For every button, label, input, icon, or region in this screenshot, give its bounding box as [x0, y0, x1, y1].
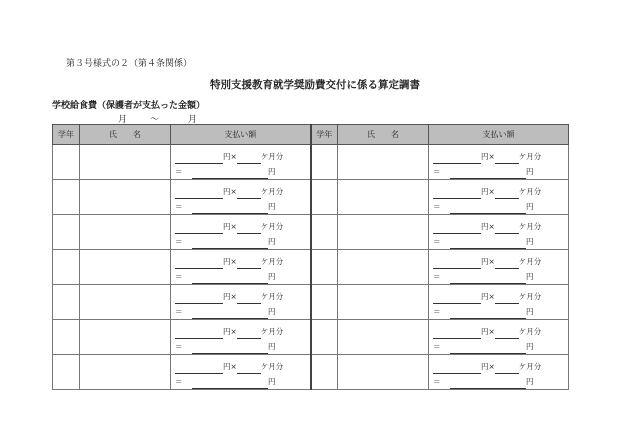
yen-label: 円 — [526, 342, 534, 351]
payment-cell — [429, 215, 569, 250]
months-label: ケ月分 — [260, 222, 284, 231]
yen-times-label: 円× — [223, 292, 237, 301]
period-start-month: 月 — [118, 115, 128, 125]
payment-formula — [171, 285, 310, 319]
unit-price-blank[interactable] — [175, 153, 223, 164]
yen-times-label: 円× — [481, 327, 495, 336]
unit-price-blank[interactable] — [175, 258, 223, 269]
months-label: ケ月分 — [260, 327, 284, 336]
equals-label: ＝ — [175, 377, 183, 386]
total-blank[interactable] — [192, 273, 268, 284]
payment-formula — [429, 285, 568, 319]
grade-cell[interactable] — [53, 320, 80, 355]
unit-price-blank[interactable] — [433, 363, 481, 374]
payment-formula — [171, 250, 310, 284]
total-blank[interactable] — [450, 168, 526, 179]
unit-price-blank[interactable] — [433, 293, 481, 304]
months-label: ケ月分 — [518, 327, 542, 336]
equals-label: ＝ — [433, 237, 441, 246]
col-header-name: 氏 名 — [80, 125, 171, 145]
yen-times-label: 円× — [481, 292, 495, 301]
name-cell[interactable] — [80, 285, 171, 320]
payment-formula — [429, 215, 568, 249]
yen-label: 円 — [268, 237, 276, 246]
table-row — [53, 250, 569, 285]
yen-label: 円 — [526, 377, 534, 386]
yen-times-label: 円× — [481, 362, 495, 371]
name-cell[interactable] — [338, 320, 429, 355]
payment-formula — [429, 250, 568, 284]
unit-price-blank[interactable] — [175, 293, 223, 304]
payment-cell — [429, 250, 569, 285]
months-blank[interactable] — [237, 223, 261, 234]
table-row — [53, 215, 569, 250]
unit-price-blank[interactable] — [433, 258, 481, 269]
months-blank[interactable] — [495, 293, 519, 304]
name-cell[interactable] — [338, 250, 429, 285]
name-cell[interactable] — [338, 145, 429, 180]
payment-formula — [429, 180, 568, 214]
form-number: 第３号様式の２（第４条関係） — [66, 59, 193, 69]
name-cell[interactable] — [80, 320, 171, 355]
grade-cell[interactable] — [311, 320, 338, 355]
grade-cell[interactable] — [311, 215, 338, 250]
payment-formula — [171, 145, 310, 179]
yen-label: 円 — [526, 237, 534, 246]
months-label: ケ月分 — [260, 257, 284, 266]
payment-formula — [171, 215, 310, 249]
yen-times-label: 円× — [481, 187, 495, 196]
unit-price-blank[interactable] — [433, 223, 481, 234]
col-header-grade: 学年 — [311, 125, 338, 145]
table-row — [53, 355, 569, 390]
name-cell[interactable] — [80, 145, 171, 180]
equals-label: ＝ — [433, 307, 441, 316]
equals-label: ＝ — [433, 377, 441, 386]
document-title: 特別支援教育就学奨励費交付に係る算定調書 — [210, 79, 420, 91]
period-end-month: 月 — [188, 115, 198, 125]
months-label: ケ月分 — [260, 362, 284, 371]
equals-label: ＝ — [175, 307, 183, 316]
months-label: ケ月分 — [518, 222, 542, 231]
payment-cell — [429, 285, 569, 320]
payment-formula — [429, 145, 568, 179]
name-cell[interactable] — [338, 355, 429, 390]
yen-times-label: 円× — [223, 327, 237, 336]
equals-label: ＝ — [433, 202, 441, 211]
name-cell[interactable] — [338, 180, 429, 215]
months-blank[interactable] — [495, 223, 519, 234]
months-label: ケ月分 — [260, 187, 284, 196]
months-blank[interactable] — [237, 293, 261, 304]
payment-formula — [429, 320, 568, 354]
period-tilde: 〜 — [150, 115, 160, 125]
yen-times-label: 円× — [223, 152, 237, 161]
equals-label: ＝ — [175, 237, 183, 246]
months-blank[interactable] — [237, 153, 261, 164]
total-blank[interactable] — [450, 238, 526, 249]
yen-label: 円 — [526, 272, 534, 281]
months-blank[interactable] — [495, 328, 519, 339]
months-blank[interactable] — [237, 328, 261, 339]
grade-cell[interactable] — [53, 145, 80, 180]
unit-price-blank[interactable] — [433, 153, 481, 164]
months-blank[interactable] — [237, 258, 261, 269]
unit-price-blank[interactable] — [175, 223, 223, 234]
name-cell[interactable] — [80, 215, 171, 250]
equals-label: ＝ — [175, 167, 183, 176]
total-blank[interactable] — [192, 343, 268, 354]
col-header-payment: 支払い額 — [171, 125, 311, 145]
months-blank[interactable] — [237, 363, 261, 374]
total-blank[interactable] — [192, 308, 268, 319]
table-header-row — [53, 125, 569, 145]
months-label: ケ月分 — [518, 187, 542, 196]
name-cell[interactable] — [338, 285, 429, 320]
total-blank[interactable] — [450, 378, 526, 389]
yen-times-label: 円× — [223, 222, 237, 231]
payment-cell — [171, 180, 311, 215]
total-blank[interactable] — [450, 203, 526, 214]
equals-label: ＝ — [175, 202, 183, 211]
grade-cell[interactable] — [53, 180, 80, 215]
yen-times-label: 円× — [223, 257, 237, 266]
calculation-table — [52, 124, 569, 390]
total-blank[interactable] — [192, 168, 268, 179]
unit-price-blank[interactable] — [175, 363, 223, 374]
unit-price-blank[interactable] — [433, 328, 481, 339]
grade-cell[interactable] — [311, 180, 338, 215]
total-blank[interactable] — [450, 273, 526, 284]
total-blank[interactable] — [450, 308, 526, 319]
yen-times-label: 円× — [223, 362, 237, 371]
total-blank[interactable] — [192, 203, 268, 214]
payment-formula — [171, 355, 310, 389]
months-blank[interactable] — [495, 258, 519, 269]
payment-cell — [429, 320, 569, 355]
payment-formula — [429, 355, 568, 389]
months-label: ケ月分 — [518, 257, 542, 266]
payment-cell — [171, 285, 311, 320]
months-blank[interactable] — [495, 363, 519, 374]
yen-label: 円 — [268, 272, 276, 281]
section-label: 学校給食費（保護者が支払った金額） — [52, 101, 206, 111]
name-cell[interactable] — [80, 180, 171, 215]
total-blank[interactable] — [192, 238, 268, 249]
unit-price-blank[interactable] — [175, 188, 223, 199]
yen-label: 円 — [268, 307, 276, 316]
grade-cell[interactable] — [53, 250, 80, 285]
months-label: ケ月分 — [518, 152, 542, 161]
yen-times-label: 円× — [481, 222, 495, 231]
yen-times-label: 円× — [223, 187, 237, 196]
payment-formula — [171, 320, 310, 354]
unit-price-blank[interactable] — [433, 188, 481, 199]
unit-price-blank[interactable] — [175, 328, 223, 339]
yen-times-label: 円× — [481, 152, 495, 161]
yen-label: 円 — [268, 377, 276, 386]
equals-label: ＝ — [433, 342, 441, 351]
grade-cell[interactable] — [311, 355, 338, 390]
equals-label: ＝ — [175, 272, 183, 281]
payment-cell — [429, 145, 569, 180]
yen-times-label: 円× — [481, 257, 495, 266]
col-header-grade: 学年 — [53, 125, 80, 145]
col-header-name: 氏 名 — [338, 125, 429, 145]
table-row — [53, 285, 569, 320]
name-cell[interactable] — [80, 250, 171, 285]
payment-cell — [171, 355, 311, 390]
yen-label: 円 — [268, 342, 276, 351]
payment-cell — [171, 320, 311, 355]
payment-formula — [171, 180, 310, 214]
table-row — [53, 320, 569, 355]
payment-cell — [429, 355, 569, 390]
total-blank[interactable] — [192, 378, 268, 389]
equals-label: ＝ — [433, 272, 441, 281]
months-label: ケ月分 — [260, 152, 284, 161]
name-cell[interactable] — [338, 215, 429, 250]
table-row — [53, 180, 569, 215]
yen-label: 円 — [268, 167, 276, 176]
grade-cell[interactable] — [53, 355, 80, 390]
yen-label: 円 — [526, 167, 534, 176]
months-blank[interactable] — [495, 153, 519, 164]
months-label: ケ月分 — [518, 362, 542, 371]
yen-label: 円 — [268, 202, 276, 211]
grade-cell[interactable] — [53, 285, 80, 320]
grade-cell[interactable] — [311, 285, 338, 320]
equals-label: ＝ — [175, 342, 183, 351]
grade-cell[interactable] — [311, 250, 338, 285]
payment-cell — [171, 145, 311, 180]
yen-label: 円 — [526, 202, 534, 211]
grade-cell[interactable] — [311, 145, 338, 180]
months-label: ケ月分 — [260, 292, 284, 301]
months-label: ケ月分 — [518, 292, 542, 301]
yen-label: 円 — [526, 307, 534, 316]
grade-cell[interactable] — [53, 215, 80, 250]
payment-cell — [429, 180, 569, 215]
name-cell[interactable] — [80, 355, 171, 390]
payment-cell — [171, 250, 311, 285]
months-blank[interactable] — [495, 188, 519, 199]
table-row — [53, 145, 569, 180]
equals-label: ＝ — [433, 167, 441, 176]
col-header-payment: 支払い額 — [429, 125, 569, 145]
months-blank[interactable] — [237, 188, 261, 199]
total-blank[interactable] — [450, 343, 526, 354]
payment-cell — [171, 215, 311, 250]
